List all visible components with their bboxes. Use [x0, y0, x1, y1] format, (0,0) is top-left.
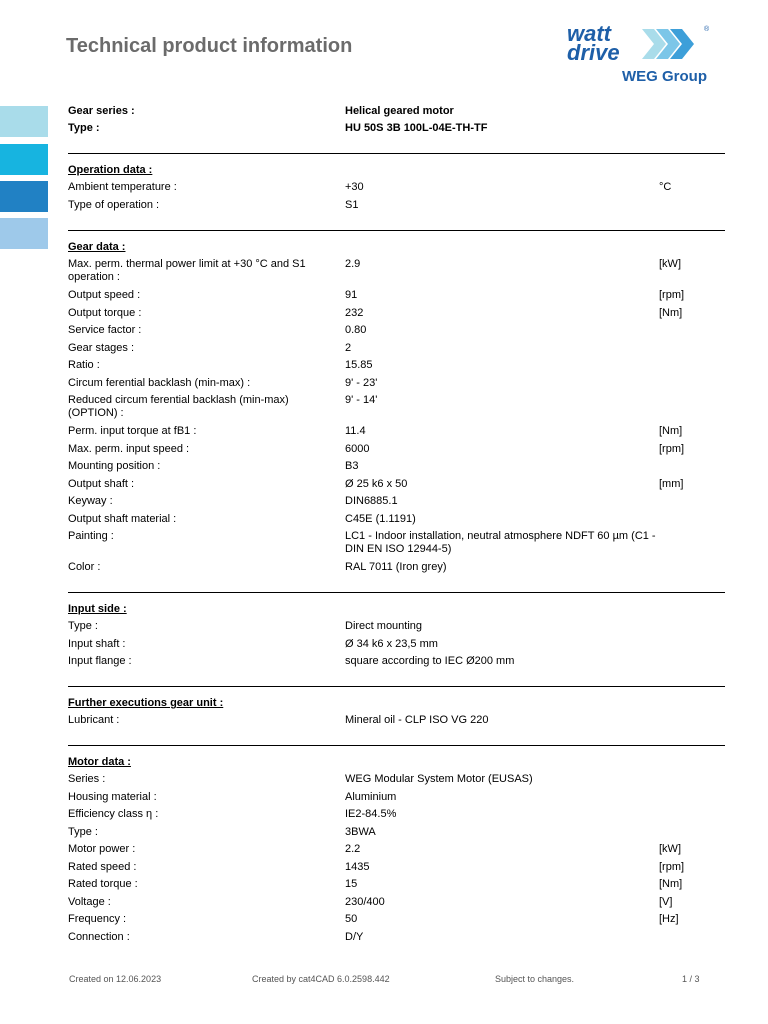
further-rows — [68, 714, 725, 732]
further-section — [68, 686, 725, 732]
gear-row — [68, 460, 725, 478]
gear-row — [68, 561, 725, 579]
row-label: Ambient temperature : — [68, 181, 177, 193]
gear-row — [68, 513, 725, 531]
row-unit: [V] — [659, 895, 673, 908]
motor-row — [68, 913, 725, 931]
row-unit: °C — [659, 181, 672, 193]
section-divider — [68, 745, 725, 746]
operation-section-title: Operation data : — [68, 164, 153, 176]
row-value: 1435 — [345, 860, 370, 873]
type-label: Type : — [68, 122, 100, 134]
row-value: square according to IEC Ø200 mm — [345, 655, 515, 667]
row-value: +30 — [345, 181, 364, 193]
motor-row — [68, 843, 725, 861]
motor-section-title: Motor data : — [68, 756, 131, 768]
row-value: B3 — [345, 460, 359, 472]
row-value: 230/400 — [345, 895, 385, 908]
footer-created-date: Created on 12.06.2023 — [69, 974, 162, 984]
gear-row — [68, 289, 725, 307]
row-label: Color : — [68, 561, 101, 573]
section-divider — [68, 230, 725, 231]
row-value: 0.80 — [345, 324, 367, 336]
logo-line1: watt — [567, 21, 611, 46]
type-row — [68, 122, 488, 134]
motor-row — [68, 808, 725, 826]
gear-row — [68, 478, 725, 496]
gear-section — [68, 230, 725, 579]
operation-rows — [68, 181, 725, 216]
row-value: Ø 34 k6 x 23,5 mm — [345, 637, 438, 650]
row-label: Type : — [68, 825, 98, 838]
gear-row — [68, 324, 725, 342]
operation-row — [68, 181, 725, 199]
row-label: Max. perm. thermal power limit at +30 °C and S1 operation : — [68, 258, 306, 283]
row-value: Mineral oil - CLP ISO VG 220 — [345, 714, 489, 726]
row-unit: [kW] — [659, 258, 681, 270]
row-value: 9' - 14' — [345, 394, 378, 406]
operation-section — [68, 153, 725, 216]
row-unit: [kW] — [659, 843, 681, 855]
row-label: Keyway : — [68, 495, 113, 507]
gear-row — [68, 425, 725, 443]
row-value: 2.9 — [345, 258, 361, 270]
section-divider — [68, 592, 725, 593]
row-label: Lubricant : — [68, 714, 120, 726]
footer-tool: Created by cat4CAD 6.0.2598.442 — [252, 974, 390, 984]
row-label: Motor power : — [68, 843, 136, 855]
row-value: IE2-84.5% — [345, 808, 397, 820]
gear-row — [68, 394, 725, 425]
row-value: 9' - 23' — [345, 376, 378, 389]
input-section — [68, 592, 725, 673]
row-label: Output speed : — [68, 289, 141, 301]
row-label: Efficiency class η : — [68, 808, 159, 820]
gear-row — [68, 342, 725, 360]
row-label: Gear stages : — [68, 341, 135, 354]
row-label: Frequency : — [68, 913, 127, 925]
row-label: Output shaft : — [68, 477, 135, 490]
row-unit: [Hz] — [659, 913, 679, 925]
gear-row — [68, 495, 725, 513]
gear-row — [68, 307, 725, 325]
gear-series-label: Gear series : — [68, 105, 135, 117]
side-color-bar-2 — [0, 144, 48, 175]
motor-row — [68, 791, 725, 809]
row-value: RAL 7011 (Iron grey) — [345, 561, 447, 573]
row-unit: [mm] — [659, 477, 684, 490]
row-value: C45E (1.1191) — [345, 512, 416, 525]
footer-notice: Subject to changes. — [495, 974, 575, 984]
section-divider — [68, 153, 725, 154]
gear-row — [68, 377, 725, 395]
input-row — [68, 655, 725, 673]
row-label: Perm. input torque at fB1 : — [68, 425, 197, 437]
row-label: Max. perm. input speed : — [68, 442, 190, 455]
row-value: D/Y — [345, 930, 364, 943]
page-title: Technical product information — [66, 35, 353, 57]
row-value: 11.4 — [345, 425, 366, 437]
row-label: Ratio : — [68, 359, 100, 371]
gear-series-row — [68, 105, 454, 117]
row-label: Output torque : — [68, 306, 142, 319]
motor-row — [68, 826, 725, 844]
registered-mark: ® — [704, 26, 710, 33]
gear-row — [68, 530, 725, 561]
row-value: 2 — [345, 341, 352, 354]
row-label: Painting : — [68, 530, 114, 542]
row-unit: [Nm] — [659, 306, 683, 319]
row-label: Input flange : — [68, 655, 132, 667]
row-unit: [rpm] — [659, 860, 685, 873]
row-unit: [Nm] — [659, 878, 683, 890]
row-value: Aluminium — [345, 790, 397, 803]
row-value: 91 — [345, 289, 358, 301]
row-label: Service factor : — [68, 324, 142, 336]
motor-row — [68, 878, 725, 896]
row-label: Circum ferential backlash (min-max) : — [68, 376, 251, 389]
input-section-title: Input side : — [68, 603, 127, 615]
row-label: Output shaft material : — [68, 512, 177, 525]
row-value: 232 — [345, 306, 364, 319]
motor-row — [68, 861, 725, 879]
input-row — [68, 638, 725, 656]
further-section-title: Further executions gear unit : — [68, 697, 224, 709]
row-unit: [Nm] — [659, 425, 683, 437]
row-label: Rated speed : — [68, 860, 137, 873]
row-label: Type of operation : — [68, 198, 160, 211]
gear-section-title: Gear data : — [68, 241, 126, 253]
row-label: Voltage : — [68, 895, 111, 908]
row-value: LC1 - Indoor installation, neutral atmosphere NDFT 60 µm (C1 - DIN EN ISO 12944-5) — [345, 530, 656, 555]
row-label: Reduced circum ferential backlash (min-max) (OPTION) : — [68, 394, 289, 419]
row-value: 6000 — [345, 442, 370, 455]
row-label: Rated torque : — [68, 878, 138, 890]
row-unit: [rpm] — [659, 289, 685, 301]
side-color-bar-4 — [0, 218, 48, 249]
row-value: 3BWA — [345, 825, 376, 838]
type-value: HU 50S 3B 100L-04E-TH-TF — [345, 122, 488, 134]
logo-line2: drive — [567, 40, 620, 65]
row-value: Ø 25 k6 x 50 — [345, 477, 408, 490]
row-label: Mounting position : — [68, 460, 161, 472]
side-color-bar-1 — [0, 106, 48, 137]
gear-row — [68, 359, 725, 377]
row-value: WEG Modular System Motor (EUSAS) — [345, 773, 533, 785]
row-label: Input shaft : — [68, 637, 126, 650]
input-row — [68, 620, 725, 638]
further-row — [68, 714, 725, 732]
row-label: Type : — [68, 620, 98, 632]
operation-row — [68, 199, 725, 217]
logo-group-name: WEG Group — [622, 68, 707, 85]
section-divider — [68, 686, 725, 687]
row-value: 2.2 — [345, 843, 361, 855]
row-label: Housing material : — [68, 790, 157, 803]
side-color-bar-3 — [0, 181, 48, 212]
gear-series-value: Helical geared motor — [345, 105, 454, 117]
row-label: Connection : — [68, 930, 130, 943]
row-value: DIN6885.1 — [345, 495, 398, 507]
motor-rows — [68, 773, 725, 948]
motor-row — [68, 896, 725, 914]
motor-row — [68, 931, 725, 949]
row-value: 50 — [345, 913, 358, 925]
motor-row — [68, 773, 725, 791]
gear-row — [68, 258, 725, 289]
footer-page-number: 1 / 3 — [682, 974, 700, 984]
gear-rows — [68, 258, 725, 579]
row-value: 15 — [345, 878, 358, 890]
motor-section — [68, 745, 725, 948]
logo-wordmark — [567, 21, 647, 65]
row-unit: [rpm] — [659, 442, 685, 455]
row-value: S1 — [345, 198, 359, 211]
watt-drive-logo — [560, 21, 720, 90]
row-value: 15.85 — [345, 359, 373, 371]
row-label: Series : — [68, 773, 106, 785]
gear-row — [68, 443, 725, 461]
logo-chevrons-icon — [642, 29, 704, 59]
input-rows — [68, 620, 725, 673]
row-value: Direct mounting — [345, 620, 423, 632]
